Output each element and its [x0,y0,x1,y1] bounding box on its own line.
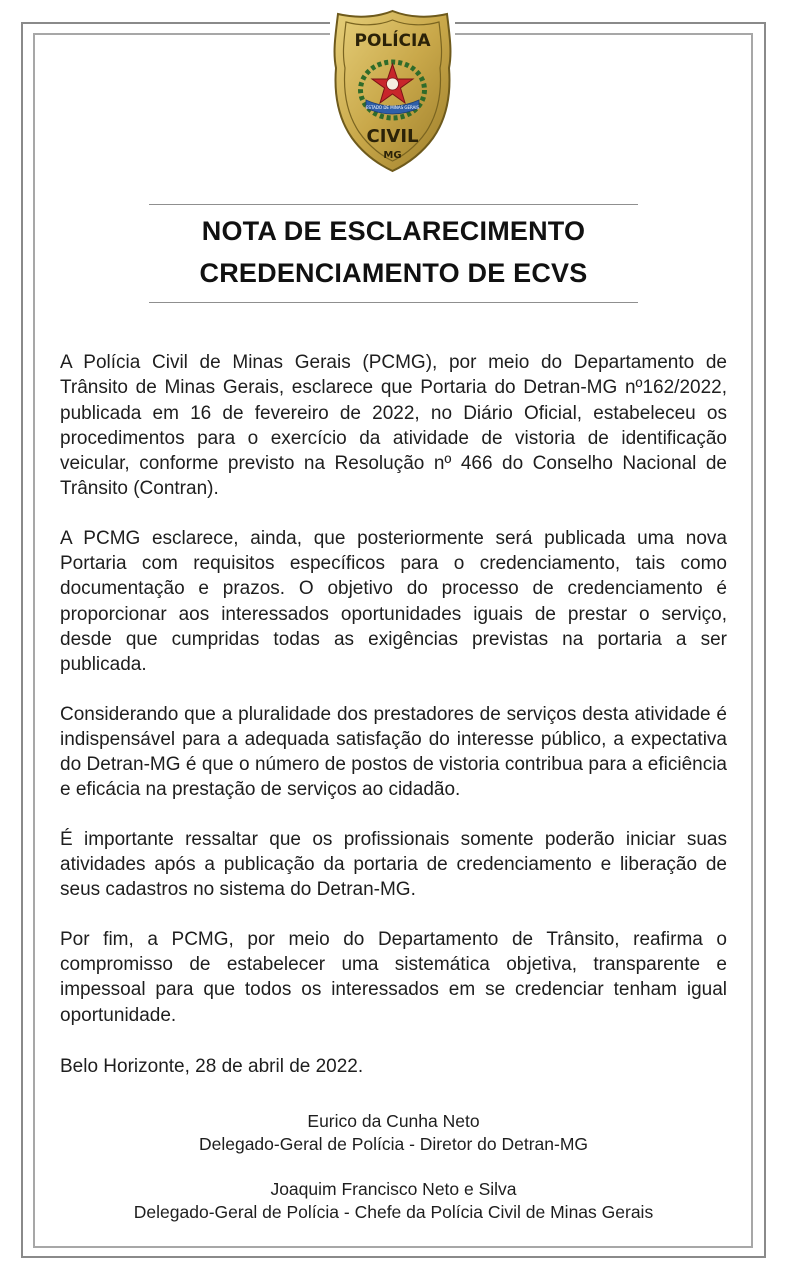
badge-ribbon-text: ESTADO DE MINAS GERAIS [365,105,420,110]
badge-state-text: MG [383,150,402,161]
signatory-role: Delegado-Geral de Polícia - Chefe da Polícia Civil de Minas Gerais [133,1202,654,1222]
signature-block [60,1178,727,1224]
note-body [60,350,727,1052]
paragraph: É importante ressaltar que os profissionais somente poderão iniciar suas atividades após a publicação da portaria de credenciamento e liberação de seus cadastros no sistema do Detran-MG. [60,828,727,901]
title-top-rule [149,204,638,205]
paragraph: Considerando que a pluralidade dos prestadores de serviços desta atividade é indispensável para a adequada satisfação do interesse público, a expectativa do Detran-MG é que o número de postos de vistoria contribua para a eficiência e eficácia na prestação de serviços ao cidadão. [60,703,727,801]
page-title-line1: NOTA DE ESCLARECIMENTO [201,216,586,246]
paragraph: Por fim, a PCMG, por meio do Departamento de Trânsito, reafirma o compromisso de estabelecer uma sistemática objetiva, transparente e impessoal para que todos os interessados em se credenciar tenham igual oportunidade. [60,928,727,1026]
paragraph: A PCMG esclarece, ainda, que posteriormente será publicada uma nova Portaria com requisitos específicos para o credenciamento, tais como documentação e prazos. O objetivo do processo de credenciamento é proporcionar aos interessados oportunidades iguais de prestar o serviço, desde que cumpridas todas as exigências previstas na portaria a ser publicada. [60,527,727,676]
badge-bottom-text: CIVIL [366,126,419,147]
page-title-line2: CREDENCIAMENTO DE ECVS [199,258,588,288]
signatory-name: Joaquim Francisco Neto e Silva [270,1179,517,1199]
paragraph: A Polícia Civil de Minas Gerais (PCMG), por meio do Departamento de Trânsito de Minas Gerais, esclarece que Portaria do Detran-MG nº162/2022, publicada em 16 de fevereiro de 2022, no Diário Oficial, estabeleceu os procedimentos para o exercício da atividade de vistoria de identificação veicular, conforme previsto na Resolução nº 466 do Conselho Nacional de Trânsito (Contran). [60,352,727,500]
date-line: Belo Horizonte, 28 de abril de 2022. [60,1056,364,1077]
title-bottom-rule [149,302,638,303]
signatory-name: Eurico da Cunha Neto [307,1111,480,1131]
signature-block [60,1110,727,1156]
signatory-role: Delegado-Geral de Polícia - Diretor do Detran-MG [198,1134,589,1154]
policia-civil-badge-logo [330,8,455,173]
badge-top-text: POLÍCIA [354,31,431,51]
